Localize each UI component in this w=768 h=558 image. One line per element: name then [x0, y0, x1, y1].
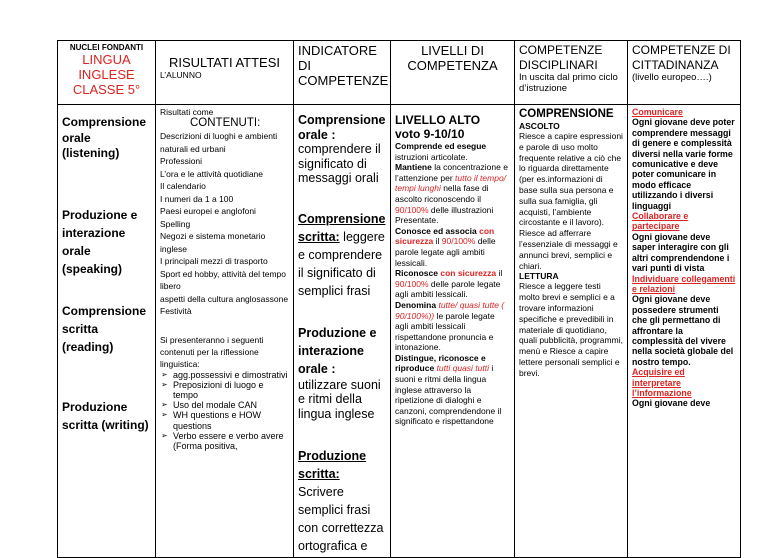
cittadinanza-line-1: COMPETENZE DI: [632, 43, 731, 57]
disciplinari-line-2: DISCIPLINARI: [519, 57, 598, 72]
contenuto-item: Descrizioni di luoghi e ambienti naturali ed urbani: [160, 131, 278, 154]
livello-p6-bold: Distingue, riconosce e riproduce: [395, 352, 486, 374]
livello-p3-red-2: 90/100%: [441, 236, 476, 247]
grammar-bullets: [160, 370, 289, 452]
livello-p2-text-c: delle illustrazioni Presentate.: [395, 204, 494, 226]
indicatore-text: Scrivere semplici frasi con correttezza ortografica e: [298, 485, 384, 553]
col-disciplinari: [515, 105, 628, 558]
contenuti-label: CONTENUTI:: [190, 117, 261, 129]
header-indicatore: [294, 41, 391, 105]
livello-p4-text-a: il: [496, 268, 503, 279]
informazione-head: Acquisire ed interpretare l’informazione: [632, 367, 692, 398]
livello-p6-red: tutti quasi tutti: [436, 363, 490, 374]
collegamenti-head: Individuare collegamenti e relazioni: [632, 273, 736, 294]
livello-p5-text: le parole legate agli ambiti lessicali rispettandone pronuncia e intonazione.: [395, 310, 495, 353]
nuclei-title: NUCLEI FONDANTI: [69, 43, 144, 52]
livello-voto: voto 9-10/10: [395, 127, 465, 141]
indicatore-title: Produzione scritta:: [298, 449, 367, 481]
disciplinari-line-1: COMPETENZE: [519, 43, 603, 57]
livello-description: [395, 141, 510, 427]
comunicare-text: Ogni giovane deve poter comprendere messaggi di genere e complessità diversi nella varie forme comunicative e deve poter comunicare in modo efficace utilizzando i diversi linguaggi: [632, 117, 735, 211]
col-indicatore: [294, 105, 391, 558]
contenuto-item: Il calendario: [160, 181, 206, 191]
disciplinari-sub: In uscita dal primo ciclo d’istruzione: [519, 72, 618, 94]
indicatore-line-1: INDICATORE: [298, 43, 377, 58]
header-risultati: [156, 41, 294, 105]
cittadinanza-block: [632, 107, 736, 409]
collaborare-head: Collaborare e partecipare: [632, 211, 689, 232]
livello-p4-red-2: 90/100%: [395, 278, 429, 289]
subject-line-3: CLASSE 5°: [72, 82, 141, 97]
risultati-intro: Risultati come: [160, 107, 214, 117]
risultati-title: RISULTATI ATTESI: [169, 55, 280, 70]
contenuto-item: Sport ed hobby, attività del tempo libero: [160, 268, 287, 291]
subject-line-2: INGLESE: [78, 67, 135, 82]
nucleo-writing: Produzione scritta (writing): [62, 399, 149, 432]
indicatore-text: comprendere il significato di messaggi orali: [298, 142, 381, 185]
header-livelli: [391, 41, 515, 105]
livello-p1-text: istruzioni articolate.: [395, 151, 468, 162]
col-livelli: [391, 105, 515, 558]
contenuto-item: I numeri da 1 a 100: [160, 193, 234, 204]
livello-p6-text: i suoni e ritmi della lingua inglese attraverso la ripetizione di dialoghi e canzoni, comprendendone il significato e rispettandone: [395, 363, 502, 427]
cittadinanza-line-2: CITTADINANZA: [632, 57, 719, 72]
header-disciplinari: [515, 41, 628, 105]
contenuto-item: Festività: [160, 306, 192, 316]
livello-p3-red: con sicurezza: [395, 225, 495, 247]
livello-p2-red-2: 90/100%: [395, 204, 429, 215]
contenuto-item: Professioni: [160, 156, 203, 166]
livello-p5-red: tutte/ quasi tutte ( 90/100%)): [395, 299, 505, 321]
livello-p5-bold: Denomina: [395, 299, 439, 310]
risultati-sub: L’ALUNNO: [160, 70, 202, 80]
livello-p2-red: tutto il tempo/ tempi lunghi: [395, 172, 507, 194]
col-risultati: [156, 105, 294, 558]
livello-p1-bold: Comprende ed esegue: [395, 141, 487, 151]
grammar-bullet: ➢ Verbo essere e verbo avere (Forma positiva,: [173, 431, 289, 451]
nucleo-reading: Comprensione scritta (reading): [62, 303, 147, 354]
livello-p2-bold: Mantiene: [395, 162, 432, 173]
riflessione-intro: Si presenteranno i seguenti contenuti per la riflessione linguistica:: [160, 334, 264, 369]
livello-p3-bold: Conosce ed associa: [395, 225, 480, 236]
collaborare-text: Ogni giovane deve saper interagire con gli altri comprendendone i vari punti di vista: [632, 231, 730, 274]
contenuto-item: I principali mezzi di trasporto: [160, 256, 268, 266]
livello-p2-text-b: nella fase di ascolto riconoscendo il: [395, 183, 489, 204]
indicatore-line-2: DI: [298, 58, 311, 73]
lettura-text: Riesce a leggere testi molto brevi e semplici e a trovare informazioni specifiche e prevedibili in materiale di quotidiano, quali pubblicità, programmi, menù e Riesce a capire lettere personali semplici e brevi.: [519, 281, 623, 378]
livello-p3-text-b: delle parole legate agli ambiti lessicali.: [395, 236, 496, 268]
nucleo-listening: Comprensione orale (listening): [62, 115, 147, 160]
contenuto-item: aspetti della cultura anglosassone: [160, 293, 289, 304]
header-cittadinanza: [628, 41, 741, 105]
col-cittadinanza: [628, 105, 741, 558]
subject-line-1: LINGUA: [82, 52, 131, 67]
livelli-line-2: COMPETENZA: [407, 58, 498, 73]
comunicare-head: Comunicare: [632, 107, 683, 117]
cittadinanza-sub: (livello europeo….): [632, 72, 712, 83]
contenuti-list: [160, 130, 289, 318]
grammar-bullet: ➢ agg.possessivi e dimostrativi: [173, 370, 289, 380]
collegamenti-text: Ogni giovane deve possedere strumenti che gli permettano di affrontare la complessità del vivere nella società globale del nostro tempo.: [632, 294, 734, 367]
grammar-bullet: ➢ Preposizioni di luogo e tempo: [173, 380, 289, 400]
contenuto-item: Paesi europei e anglofoni: [160, 206, 256, 216]
ascolto-label: ASCOLTO: [519, 121, 560, 131]
livello-p4-bold: Riconosce: [395, 268, 441, 279]
header-row: [58, 41, 741, 105]
indicatore-title: Comprensione orale :: [298, 113, 386, 142]
grammar-bullet: ➢ Uso del modale CAN: [173, 400, 289, 410]
nucleo-speaking: Produzione e interazione orale (speaking): [62, 207, 138, 276]
livello-p2-text-a: la concentrazione e l’attenzione per: [395, 162, 508, 183]
grammar-bullet: ➢ WH questions e HOW questions: [173, 410, 289, 430]
indicatore-text: leggere e comprendere il significato di semplici frasi: [298, 229, 385, 298]
contenuto-item: L’ora e le attività quotidiane: [160, 168, 264, 179]
contenuto-item: Spelling: [160, 218, 191, 229]
livello-p4-red: con sicurezza: [440, 268, 497, 279]
content-row: [58, 105, 741, 558]
livello-title: LIVELLO ALTO: [395, 113, 481, 127]
informazione-text: Ogni giovane deve: [632, 398, 711, 409]
indicatore-text: utilizzare suoni e ritmi della lingua inglese: [298, 377, 381, 421]
header-nuclei: [58, 41, 156, 105]
livello-p3-text-a: il: [433, 236, 442, 247]
indicatore-line-3: COMPETENZE: [298, 73, 389, 88]
livelli-line-1: LIVELLI DI: [421, 43, 484, 58]
ascolto-text: Riesce a capire espressioni e parole di uso molto frequente relative a ciò che lo riguarda direttamente (per es.informazioni di base sulla sua persona e sulla sua famiglia, gli acquisti, l’ambiente circostante e il lavoro). Riesce ad afferrare l’essenziale di messaggi e annunci brevi, semplici e chiari.: [519, 131, 623, 271]
lettura-label: LETTURA: [519, 271, 559, 282]
contenuto-item: Negozi e sistema monetario inglese: [160, 231, 266, 254]
indicatore-title: Produzione e interazione orale :: [298, 325, 377, 376]
col-nuclei: [58, 105, 156, 558]
comprensione-title: COMPRENSIONE: [519, 108, 614, 120]
curriculum-table: [57, 40, 741, 558]
indicatore-title: Comprensione scritta:: [298, 211, 386, 244]
livello-p4-text-b: delle parole legate agli ambiti lessicali.: [395, 278, 501, 300]
